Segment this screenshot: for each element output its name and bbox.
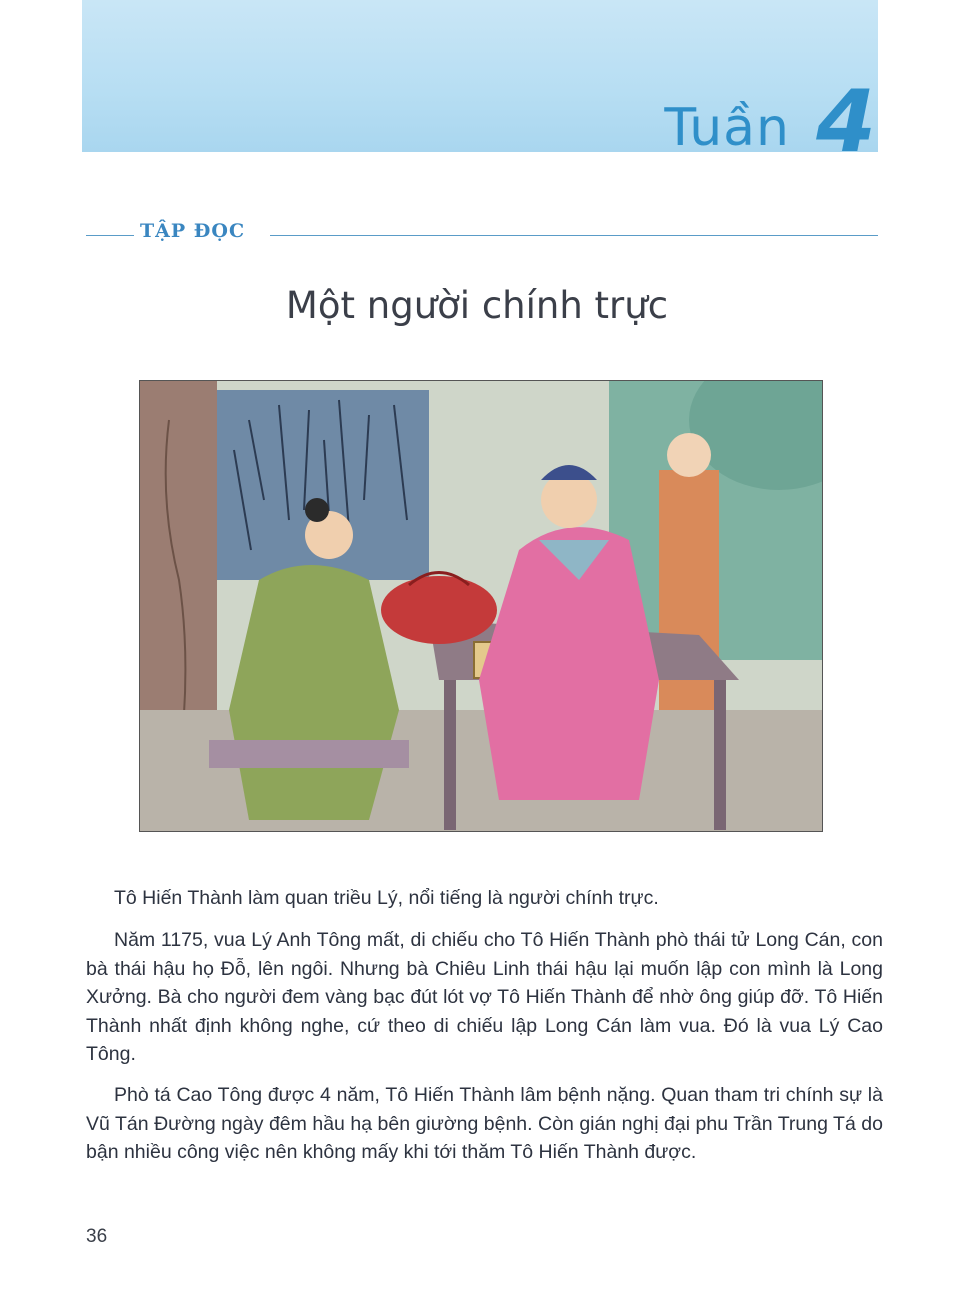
page-number: 36 xyxy=(86,1226,108,1247)
week-banner xyxy=(82,0,878,172)
section-rule-right xyxy=(270,235,878,236)
section-label: TẬP ĐỌC xyxy=(140,220,246,242)
paragraph-1: Tô Hiến Thành làm quan triều Lý, nổi tiếng là người chính trực. xyxy=(114,887,659,909)
week-number: 4 xyxy=(816,72,876,172)
section-rule-left xyxy=(86,235,134,236)
lesson-title: Một người chính trực xyxy=(285,284,669,327)
paragraph-2: Năm 1175, vua Lý Anh Tông mất, di chiếu cho Tô Hiến Thành phò thái tử Long Cán, con bà thái hậu họ Đỗ, lên ngôi. Nhưng bà Chiêu Linh thái hậu lại muốn lập con mình là Long Xưởng. Bà cho người đem vàng bạc đút lót vợ Tô Hiến Thành để nhờ ông giúp đỡ. Tô Hiến Thành nhất định không nghe, cứ theo di chiếu lập Long Cán làm vua. Đó là vua Lý Cao Tông. xyxy=(86,929,883,1065)
paragraph-3: Phò tá Cao Tông được 4 năm, Tô Hiến Thành lâm bệnh nặng. Quan tham tri chính sự là Vũ Tán Đường ngày đêm hầu hạ bên giường bệnh. Còn gián nghị đại phu Trần Trung Tá do bận nhiều công việc nên không mấy khi tới thăm Tô Hiến Thành được. xyxy=(86,1084,883,1163)
illustration-scene xyxy=(139,380,823,832)
week-label: Tuần xyxy=(664,98,790,158)
